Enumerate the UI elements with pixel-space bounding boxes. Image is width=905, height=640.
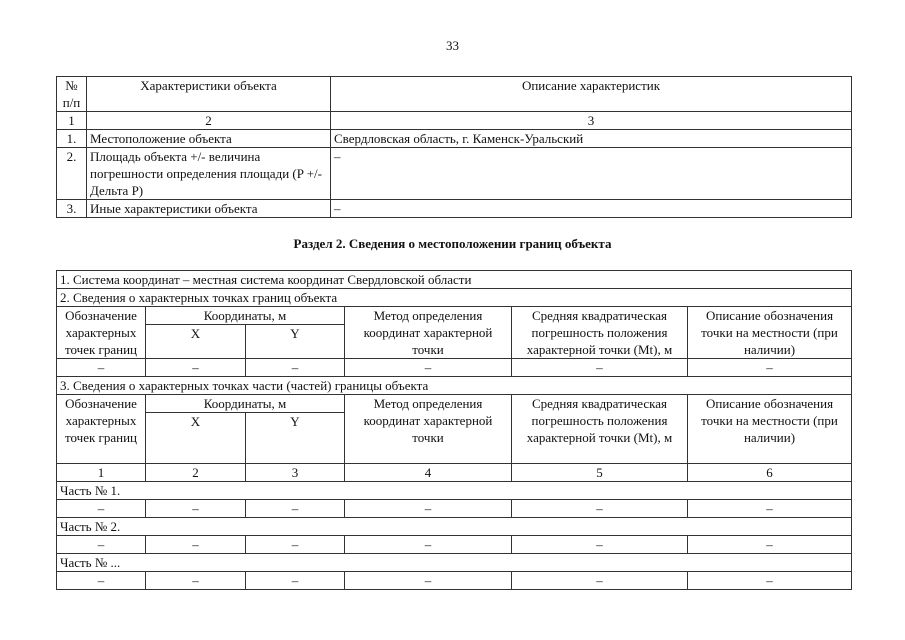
column-number-6: 6 xyxy=(688,464,852,482)
cell-dash: – xyxy=(246,359,345,377)
cell-dash: – xyxy=(57,572,146,590)
table-row xyxy=(57,500,852,518)
header-coordinates: Координаты, м xyxy=(146,395,345,413)
cell-dash: – xyxy=(57,500,146,518)
cell-dash: – xyxy=(246,536,345,554)
cell-dash: – xyxy=(246,500,345,518)
column-number-1: 1 xyxy=(57,112,87,130)
table-row xyxy=(57,200,852,218)
part-label: Часть № ... xyxy=(57,554,852,572)
points-section-title: 2. Сведения о характерных точках границ объекта xyxy=(57,289,852,307)
row-num: 1. xyxy=(57,130,87,148)
header-designation: Обозначение характерных точек границ xyxy=(57,307,146,359)
cell-dash: – xyxy=(146,500,246,518)
header-designation: Обозначение характерных точек границ xyxy=(57,395,146,464)
boundary-location-table xyxy=(56,270,852,590)
row-name: Площадь объекта +/- величина погрешности определения площади (P +/- Дельта P) xyxy=(87,148,331,200)
row-value: – xyxy=(331,148,852,200)
header-method: Метод определения координат характерной точки xyxy=(345,307,512,359)
header-x: X xyxy=(146,413,246,464)
row-name: Местоположение объекта xyxy=(87,130,331,148)
section-title: Раздел 2. Сведения о местоположении границ объекта xyxy=(293,236,612,251)
object-characteristics-table xyxy=(56,76,852,218)
column-number-4: 4 xyxy=(345,464,512,482)
row-value: Свердловская область, г. Каменск-Уральский xyxy=(331,130,852,148)
part-label: Часть № 1. xyxy=(57,482,852,500)
column-number-1: 1 xyxy=(57,464,146,482)
column-number-3: 3 xyxy=(331,112,852,130)
row-value: – xyxy=(331,200,852,218)
cell-dash: – xyxy=(246,572,345,590)
cell-dash: – xyxy=(512,359,688,377)
header-point-description: Описание обозначения точки на местности (при наличии) xyxy=(688,307,852,359)
cell-dash: – xyxy=(688,536,852,554)
table-row xyxy=(57,359,852,377)
cell-dash: – xyxy=(345,536,512,554)
header-error: Средняя квадратическая погрешность положения характерной точки (Mt), м xyxy=(512,307,688,359)
cell-dash: – xyxy=(512,572,688,590)
cell-dash: – xyxy=(512,536,688,554)
row-name: Иные характеристики объекта xyxy=(87,200,331,218)
column-number-2: 2 xyxy=(146,464,246,482)
column-number-5: 5 xyxy=(512,464,688,482)
column-number-2: 2 xyxy=(87,112,331,130)
cell-dash: – xyxy=(345,359,512,377)
cell-dash: – xyxy=(57,359,146,377)
table-row xyxy=(57,130,852,148)
cell-dash: – xyxy=(146,359,246,377)
header-point-description: Описание обозначения точки на местности (при наличии) xyxy=(688,395,852,464)
header-method: Метод определения координат характерной точки xyxy=(345,395,512,464)
table-row xyxy=(57,572,852,590)
coordinate-system-row: 1. Система координат – местная система координат Свердловской области xyxy=(57,271,852,289)
header-description: Описание характеристик xyxy=(331,77,852,112)
cell-dash: – xyxy=(146,572,246,590)
part-label: Часть № 2. xyxy=(57,518,852,536)
page-number: 33 xyxy=(446,38,459,53)
header-y: Y xyxy=(246,325,345,359)
cell-dash: – xyxy=(57,536,146,554)
cell-dash: – xyxy=(688,500,852,518)
column-number-3: 3 xyxy=(246,464,345,482)
row-num: 2. xyxy=(57,148,87,200)
header-coordinates: Координаты, м xyxy=(146,307,345,325)
table-row xyxy=(57,536,852,554)
header-x: X xyxy=(146,325,246,359)
header-characteristics: Характеристики объекта xyxy=(87,77,331,112)
header-y: Y xyxy=(246,413,345,464)
cell-dash: – xyxy=(688,572,852,590)
cell-dash: – xyxy=(146,536,246,554)
cell-dash: – xyxy=(345,500,512,518)
header-error: Средняя квадратическая погрешность положения характерной точки (Mt), м xyxy=(512,395,688,464)
row-num: 3. xyxy=(57,200,87,218)
cell-dash: – xyxy=(345,572,512,590)
cell-dash: – xyxy=(512,500,688,518)
cell-dash: – xyxy=(688,359,852,377)
part-points-section-title: 3. Сведения о характерных точках части (частей) границы объекта xyxy=(57,377,852,395)
header-num: № п/п xyxy=(57,77,87,112)
table-row xyxy=(57,148,852,200)
